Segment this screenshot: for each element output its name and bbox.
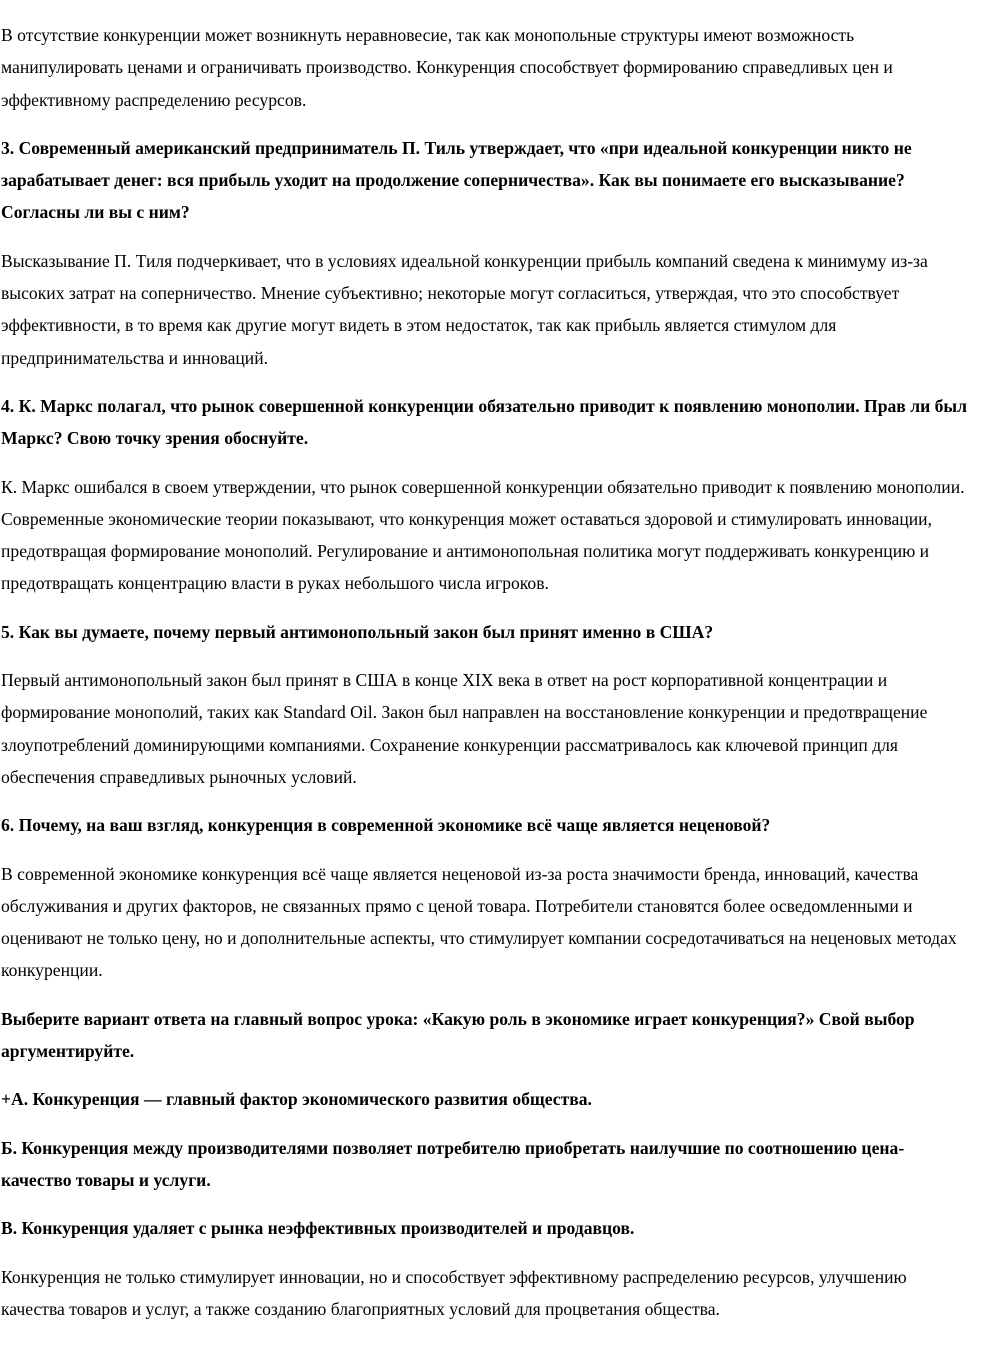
question-6: 6. Почему, на ваш взгляд, конкуренция в современной экономике всё чаще является неценовой?: [1, 815, 771, 836]
answer-paragraph: Конкуренция не только стимулирует инновации, но и способствует эффективному распределению ресурсов, улучшению качества товаров и услуг, а также созданию благоприятных условий для процветания общества.: [1, 1266, 907, 1319]
answer-paragraph: Высказывание П. Тиля подчеркивает, что в условиях идеальной конкуренции прибыль компаний сведена к минимуму из-за высоких затрат на соперничество. Мнение субъективно; некоторые могут согласиться, утверждая, что это способствует эффективности, в то время как другие могут видеть в этом недостаток, так как прибыль является стимулом для предпринимательства и инноваций.: [1, 250, 928, 368]
answer-paragraph: К. Маркс ошибался в своем утверждении, что рынок совершенной конкуренции обязательно приводит к появлению монополии. Современные экономические теории показывают, что конкуренция может оставаться здоровой и стимулировать инновации, предотвращая формирование монополий. Регулирование и антимонопольная политика могут поддерживать конкуренцию и предотвращать концентрацию власти в руках небольшого числа игроков.: [1, 476, 965, 594]
option-a: +А. Конкуренция — главный фактор экономического развития общества.: [1, 1089, 592, 1110]
question-3: 3. Современный американский предприниматель П. Тиль утверждает, что «при идеальной конкуренции никто не зарабатывает денег: вся прибыль уходит на продолжение соперничества». Как вы понимаете его высказывание? Согласны ли вы с ним?: [1, 137, 912, 223]
document-body: [1, 19, 973, 1341]
question-4: 4. К. Маркс полагал, что рынок совершенной конкуренции обязательно приводит к появлению монополии. Прав ли был Маркс? Свою точку зрения обоснуйте.: [1, 395, 968, 449]
answer-paragraph: Первый антимонопольный закон был принят в США в конце XIX века в ответ на рост корпоративной концентрации и формирование монополий, таких как Standard Oil. Закон был направлен на восстановление конкуренции и предотвращение злоупотреблений доминирующими компаниями. Сохранение конкуренции рассматривалось как ключевой принцип для обеспечения справедливых рыночных условий.: [1, 670, 928, 787]
answer-paragraph: В современной экономике конкуренция всё чаще является неценовой из-за роста значимости бренда, инноваций, качества обслуживания и других факторов, не связанных прямо с ценой товара. Потребители становятся более осведомленными и оценивают не только цену, но и дополнительные аспекты, что стимулирует компании сосредотачиваться на неценовых методах конкуренции.: [1, 863, 957, 981]
main-question: Выберите вариант ответа на главный вопрос урока: «Какую роль в экономике играет конкуренция?» Свой выбор аргументируйте.: [1, 1008, 915, 1062]
question-5: 5. Как вы думаете, почему первый антимонопольный закон был принят именно в США?: [1, 621, 714, 642]
option-c: В. Конкуренция удаляет с рынка неэффективных производителей и продавцов.: [1, 1218, 635, 1239]
answer-paragraph: В отсутствие конкуренции может возникнуть неравновесие, так как монопольные структуры имеют возможность манипулировать ценами и ограничивать производство. Конкуренция способствует формированию справедливых цен и эффективному распределению ресурсов.: [1, 25, 893, 110]
option-b: Б. Конкуренция между производителями позволяет потребителю приобретать наилучшие по соотношению цена-качество товары и услуги.: [1, 1137, 905, 1190]
